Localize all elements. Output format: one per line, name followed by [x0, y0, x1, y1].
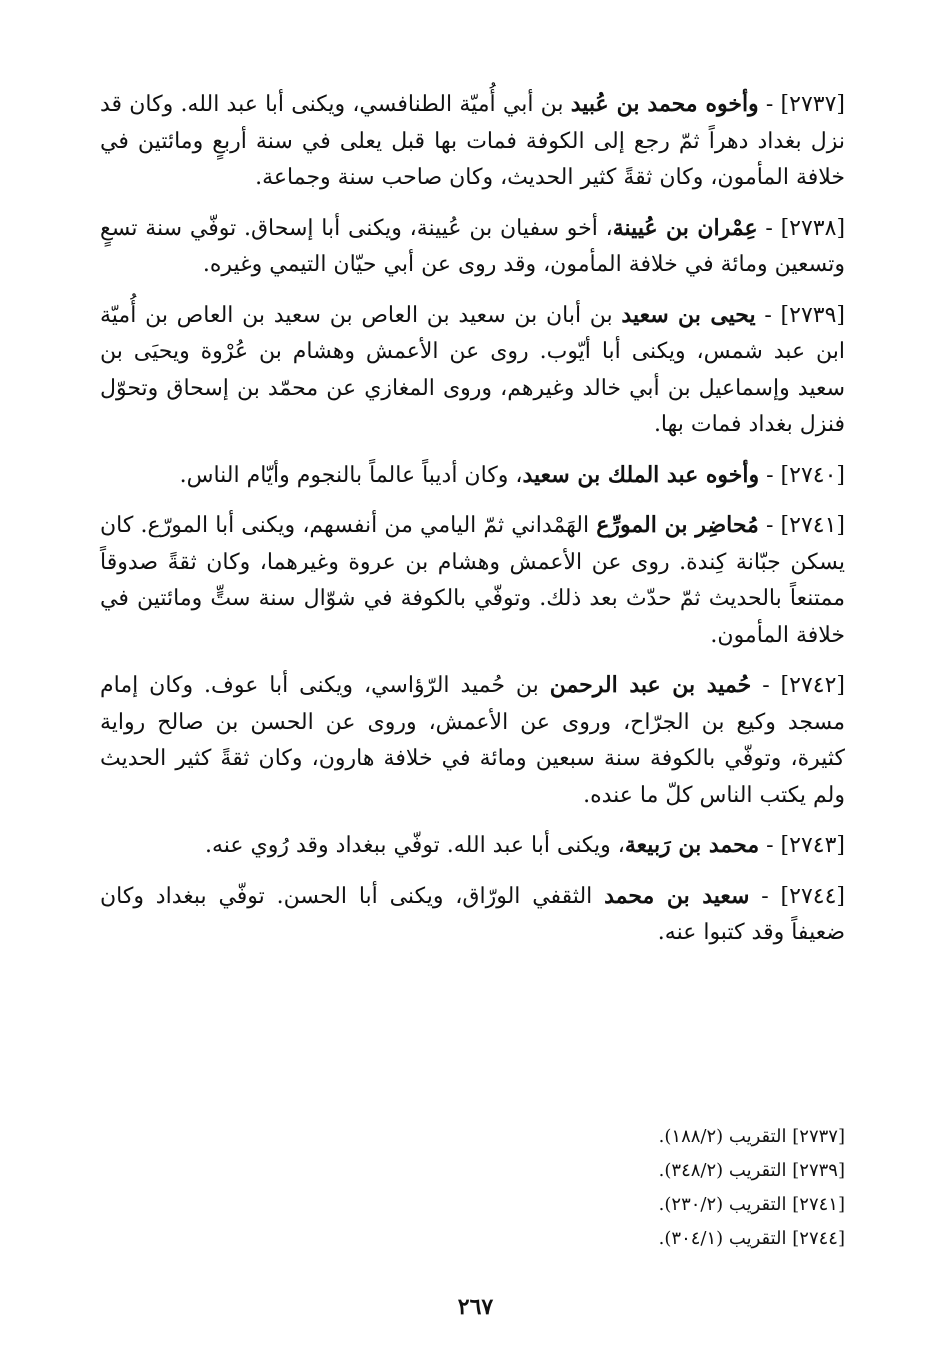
- entry-number: [٢٧٣٩] -: [764, 302, 846, 328]
- entry-number: [٢٧٤٢] -: [762, 673, 846, 698]
- entry-name: وأخوه عبد الملك بن سعيد: [522, 461, 760, 488]
- entry-2740: [100, 457, 845, 495]
- entry-name: عِمْران بن عُيينة: [612, 214, 758, 241]
- footnote: [٢٧٣٧] التقريب (١٨٨/٢).: [658, 1126, 845, 1147]
- entry-name: وأخوه محمد بن عُبيد: [570, 91, 759, 117]
- entry-text: الثقفي الورّاق، ويكنى أبا الحسن. توفّي ببغداد وكان ضعيفاً وقد كتبوا عنه.: [100, 883, 845, 945]
- entry-name: حُميد بن عبد الرحمن: [549, 672, 752, 698]
- page-number: ٢٦٧: [457, 1294, 494, 1320]
- entry-number: [٢٧٣٨] -: [765, 215, 846, 241]
- entry-number: [٢٧٤٤] -: [761, 883, 846, 909]
- entry-number: [٢٧٤٠] -: [766, 462, 845, 488]
- entry-text: ، أخو سفيان بن عُيينة، ويكنى أبا إسحاق. توفّي سنة تسعٍ وتسعين ومائة في خلافة المأمون، وقد روى عن أبي حيّان التيمي وغيره.: [100, 215, 845, 277]
- entry-text: بن أبان بن سعيد بن العاص بن سعيد بن العاص بن أُميّة ابن عبد شمس، ويكنى أبا أيّوب. روى عن الأعمش وهشام بن عُرْوة ويحيَى بن سعيد وإسماعيل بن أبي خالد وغيرهم، وروى المغازي عن محمّد بن إسحاق وتحوّل فنزل بغداد فمات بها.: [100, 302, 845, 437]
- footnote: [٢٧٤١] التقريب (٢٣٠/٢).: [658, 1194, 845, 1215]
- entry-name: يحيى بن سعيد: [621, 301, 756, 328]
- entry-2738: [100, 210, 845, 284]
- entry-text: بن أبي أُميّة الطنافسي، ويكنى أبا عبد الله. وكان قد نزل بغداد دهراً ثمّ رجع إلى الكوفة فمات بها قبل يعلى في سنة أربعٍ ومائتين في خلافة المأمون، وكان ثقةً كثير الحديث، وكان صاحب سنة وجماعة.: [100, 92, 845, 190]
- entry-name: محمد بن رَبيعة: [624, 832, 760, 858]
- footnotes: [560, 1120, 845, 1256]
- entry-number: [٢٧٣٧] -: [765, 92, 845, 117]
- entry-2743: [100, 827, 845, 865]
- entry-2739: [100, 297, 845, 444]
- entry-text: بن حُميد الرّؤاسي، ويكنى أبا عوف. وكان إمام مسجد وكيع بن الجرّاح، وروى عن الأعمش، وروى عن الحسن بن صالح رواية كثيرة، وتوفّي بالكوفة سنة سبعين ومائة في خلافة هارون، وكان ثقةً كثير الحديث ولم يكتب الناس كلّ ما عنده.: [100, 673, 845, 808]
- entry-number: [٢٧٤٣] -: [766, 833, 845, 858]
- entry-name: مُحاضِر بن المورِّع: [596, 512, 759, 538]
- entry-name: سعيد بن محمد: [604, 882, 750, 909]
- entry-text: ، وكان أديباً عالماً بالنجوم وأيّام الناس.: [179, 462, 523, 488]
- entry-2737: [100, 86, 845, 197]
- entry-2744: [100, 878, 845, 952]
- footnote: [٢٧٣٩] التقريب (٣٤٨/٢).: [658, 1160, 845, 1181]
- footnote: [٢٧٤٤] التقريب (٣٠٤/١).: [658, 1228, 845, 1249]
- entry-text: الهَمْداني ثمّ اليامي من أنفسهم، ويكنى أبا المورّع. كان يسكن جبّانة كِندة. روى عن الأعمش وهشام بن عروة وغيرهما، وكان ثقةً صدوقاً ممتنعاً بالحديث ثمّ حدّث بعد ذلك. وتوفّي بالكوفة في شوّال سنة ستٍّ ومائتين في خلافة المأمون.: [100, 513, 845, 648]
- biography-entries: [100, 86, 845, 965]
- entry-2741: [100, 507, 845, 654]
- entry-2742: [100, 667, 845, 814]
- entry-number: [٢٧٤١] -: [765, 513, 845, 538]
- entry-text: ، ويكنى أبا عبد الله. توفّي ببغداد وقد رُوي عنه.: [204, 833, 625, 858]
